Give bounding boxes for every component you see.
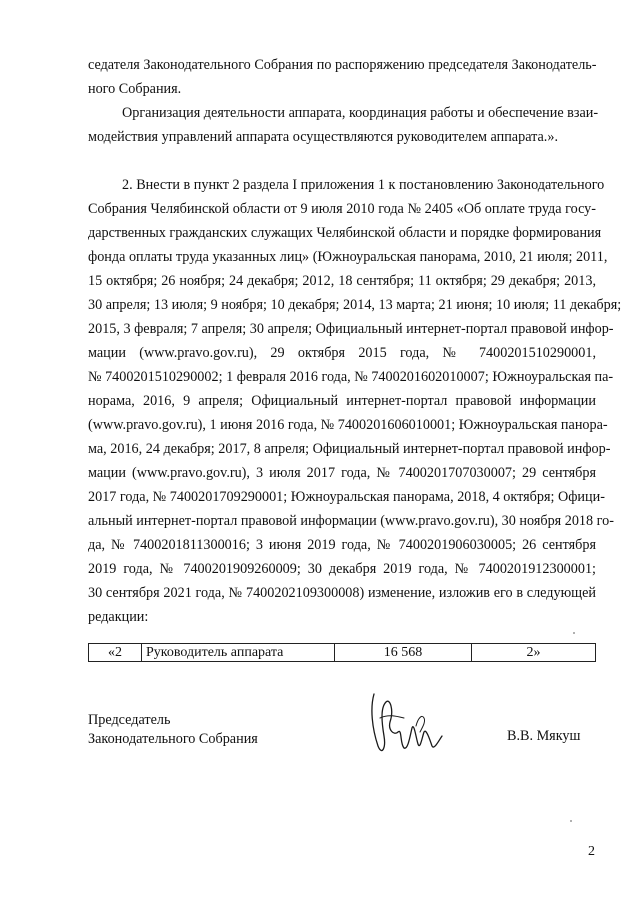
salary-cell: 16 568 [335,644,472,662]
text-line: (www.pravo.gov.ru), 1 июня 2016 года, № 7400201606010001; Южноуральская панора- [88,417,608,433]
table-row [89,644,596,662]
text-line: да, № 7400201811300016; 3 июня 2019 года, № 7400201906030005; 26 сентября [88,537,596,553]
paragraph-amendment [88,173,622,629]
paragraph-apparatus [88,101,599,149]
text-line: альный интернет-портал правовой информации (www.pravo.gov.ru), 30 ноября 2018 го- [88,513,614,529]
text-line: фонда оплаты труда указанных лиц» (Южноуральская панорама, 2010, 21 июля; 2011, [88,249,608,265]
text-line: 2017 года, № 7400201709290001; Южноуральская панорама, 2018, 4 октября; Офици- [88,489,605,505]
text-line: 15 октября; 26 ноября; 24 декабря; 2012, 18 сентября; 11 октября; 29 декабря; 2013, [88,273,596,289]
text-line: Собрания Челябинской области от 9 июля 2010 года № 2405 «Об оплате труда госу- [88,201,596,217]
row-number-cell: «2 [89,644,142,662]
text-line: 2019 года, № 7400201909260009; 30 декабря 2019 года, № 7400201912300001; [88,561,596,577]
text-line: седателя Законодательного Собрания по распоряжению председателя Законодатель- [88,57,597,73]
text-line: Организация деятельности аппарата, координация работы и обеспечение взаи- [122,105,599,121]
coefficient-cell: 2» [472,644,596,662]
signatory-title [88,711,258,749]
text-line: мации (www.pravo.gov.ru), 3 июля 2017 года, № 7400201707030007; 29 сентября [88,465,596,481]
text-line: № 7400201510290002; 1 февраля 2016 года, № 7400201602010007; Южноуральская па- [88,369,614,385]
text-line: 2. Внести в пункт 2 раздела I приложения 1 к постановлению Законодательного [122,177,605,193]
text-line: 30 сентября 2021 года, № 7400202109300008) изменение, изложив его в следующей [88,585,596,601]
page-number: 2 [588,844,595,859]
staff-table [88,643,596,662]
scan-speck [573,632,575,634]
signatory-title-line: Законодательного Собрания [88,731,258,747]
text-line: ного Собрания. [88,81,182,97]
text-line: модействия управлений аппарата осуществляются руководителем аппарата.». [88,129,558,145]
handwritten-signature [360,688,450,768]
text-line: дарственных гражданских служащих Челябинской области и порядке формирования [88,225,602,241]
text-line: мации (www.pravo.gov.ru), 29 октября 2015 года, № 7400201510290001, [88,345,596,361]
text-line: редакции: [88,609,149,625]
signatory-name: В.В. Мякуш [507,728,581,744]
text-line: 2015, 3 февраля; 7 апреля; 30 апреля; Официальный интернет-портал правовой инфор- [88,321,614,337]
text-line: ма, 2016, 24 декабря; 2017, 8 апреля; Официальный интернет-портал правовой инфор- [88,441,611,457]
signatory-title-line: Председатель [88,712,171,728]
text-line: норама, 2016, 9 апреля; Официальный интернет-портал правовой информации [88,393,596,409]
text-line: 30 апреля; 13 июля; 9 ноября; 10 декабря; 2014, 13 марта; 21 июня; 10 июля; 11 декабря; [88,297,622,313]
scan-speck [570,820,572,822]
paragraph-continuation [88,53,596,101]
position-cell: Руководитель аппарата [142,644,335,662]
